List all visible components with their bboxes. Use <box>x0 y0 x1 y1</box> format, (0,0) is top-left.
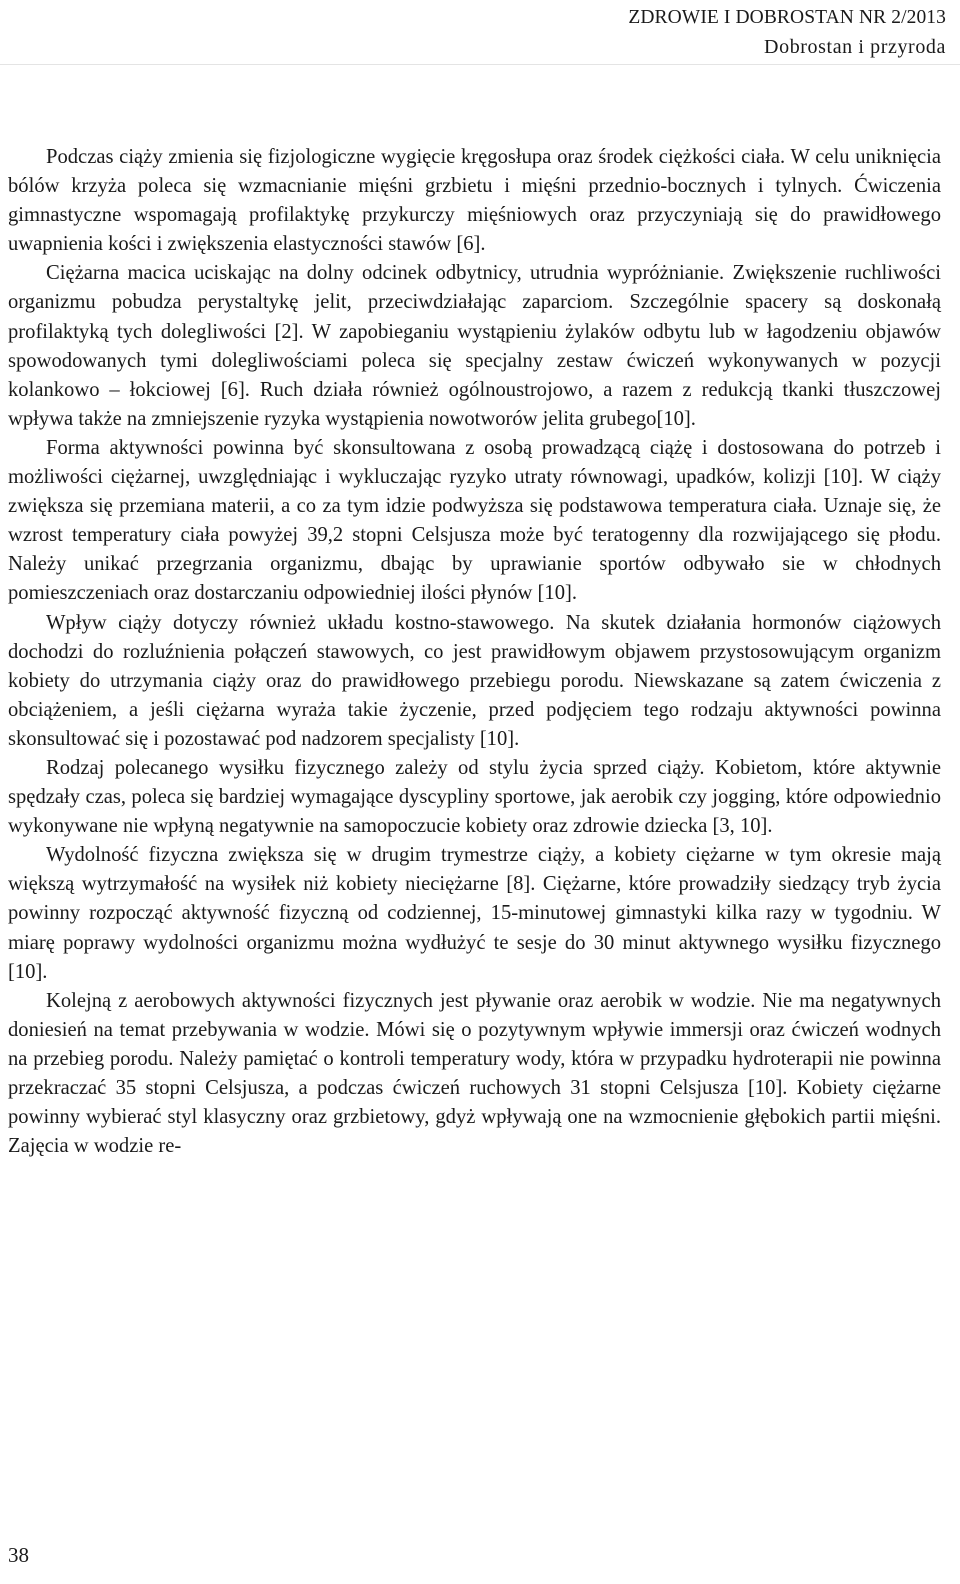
header-divider <box>0 64 960 65</box>
paragraph-4: Wpływ ciąży dotyczy również układu kostno-stawowego. Na skutek działania hormonów ciążowych dochodzi do rozluźnienia połączeń stawowych, co jest prawidłowym objawem przystosowującym organizm kobiety do utrzymania ciąży oraz do prawidłowego przebiegu porodu. Niewskazane są zatem ćwiczenia z obciążeniem, a jeśli ciężarna wyraża takie życzenie, przed podjęciem tego rodzaju aktywności powinna skonsultować się i pozostawać pod nadzorem specjalisty [10]. <box>8 611 941 750</box>
running-header <box>628 0 946 62</box>
paragraph-2: Ciężarna macica uciskając na dolny odcinek odbytnicy, utrudnia wypróżnianie. Zwiększenie ruchliwości organizmu pobudza perystaltykę jelit, przeciwdziałając zaparciom. Szczególnie spacery są doskonałą profilaktyką tych dolegliwości [2]. W zapobieganiu wystąpieniu żylaków odbytu lub w łagodzeniu objawów spowodowanych tymi dolegliwościami poleca się specjalny zestaw ćwiczeń wykonywanych w pozycji kolankowo – łokciowej [6]. Ruch działa również ogólnoustrojowo, a razem z redukcją tkanki tłuszczowej wpływa także na zmniejszenie ryzyka wystąpienia nowotworów jelita grubego[10]. <box>8 262 941 430</box>
paragraph-3: Forma aktywności powinna być skonsultowana z osobą prowadzącą ciążę i dostosowana do potrzeb i możliwości ciężarnej, uwzględniając i wykluczając ryzyko utraty równowagi, upadków, kolizji [10]. W ciąży zwiększa się przemiana materii, a co za tym idzie podwyższa się podstawowa temperatura ciała. Uznaje się, że wzrost temperatury ciała powyżej 39,2 stopni Celsjusza może być teratogenny dla rozwijającego się płodu. Należy unikać przegrzania organizmu, dbając by uprawianie sportów odbywało sie w chłodnych pomieszczeniach oraz dostarczaniu odpowiedniej ilości płynów [10]. <box>8 436 941 605</box>
paragraph-7: Kolejną z aerobowych aktywności fizycznych jest pływanie oraz aerobik w wodzie. Nie ma negatywnych doniesień na temat przebywania w wodzie. Mówi się o pozytywnym wpływie immersji oraz ćwiczeń wodnych na przebieg porodu. Należy pamiętać o kontroli temperatury wody, która w przypadku hydroterapii nie powinna przekraczać 35 stopni Celsjusza, a podczas ćwiczeń ruchowych 31 stopni Celsjusza [10]. Kobiety ciężarne powinny wybierać styl klasyczny oraz grzbietowy, gdyż wpływają one na wzmocnienie głębokich partii mięśni. Zajęcia w wodzie re- <box>8 989 941 1158</box>
paragraph-6: Wydolność fizyczna zwiększa się w drugim trymestrze ciąży, a kobiety ciężarne w tym okresie mają większą wytrzymałość na wysiłek niż kobiety nieciężarne [8]. Ciężarne, które prowadziły siedzący tryb życia powinny rozpocząć aktywność fizyczną od codziennej, 15-minutowej gimnastyki kilka razy w tygodniu. W miarę poprawy wydolności organizmu można wydłużyć te sesje do 30 minut aktywnego wysiłku fizycznego [10]. <box>8 844 941 983</box>
paragraph-5: Rodzaj polecanego wysiłku fizycznego zależy od stylu życia sprzed ciąży. Kobietom, które aktywnie spędzały czas, poleca się bardziej wymagające dyscypliny sportowe, jak aerobik czy jogging, które odpowiednio wykonywane nie wpłyną negatywnie na samopoczucie kobiety oraz zdrowie dziecka [3, 10]. <box>8 756 941 838</box>
page-number: 38 <box>8 1543 29 1567</box>
journal-title: ZDROWIE I DOBROSTAN NR 2/2013 <box>628 7 946 28</box>
paragraph-1: Podczas ciąży zmienia się fizjologiczne wygięcie kręgosłupa oraz środek ciężkości ciała. W celu uniknięcia bólów krzyża poleca się wzmacnianie mięśni grzbietu i mięśni przednio-bocznych i tylnych. Ćwiczenia gimnastyczne wspomagają profilaktykę przykurczy mięśniowych oraz przyczyniają się do prawidłowego uwapnienia kości i zwiększenia elastyczności stawów [6]. <box>8 146 941 256</box>
article-body <box>8 143 941 1161</box>
section-title: Dobrostan i przyroda <box>764 36 946 58</box>
